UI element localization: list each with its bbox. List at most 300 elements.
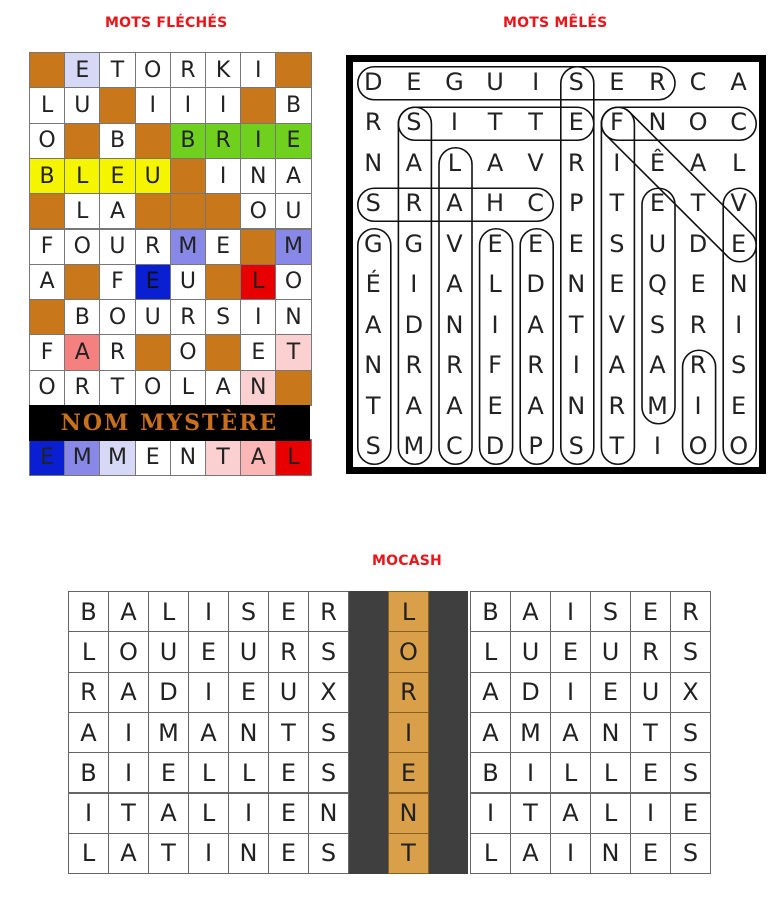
mocash-right-cell[interactable]: I (470, 793, 511, 834)
meles-letter[interactable]: S (649, 310, 666, 339)
mocash-key-cell[interactable]: T (388, 833, 429, 874)
fleches-cell[interactable]: O (240, 193, 276, 229)
mocash-right-cell[interactable]: R (630, 631, 671, 672)
meles-letter[interactable]: E (609, 67, 625, 96)
meles-letter[interactable]: U (648, 229, 667, 258)
fleches-cell[interactable]: O (170, 334, 206, 370)
mocash-left-cell[interactable]: I (188, 833, 229, 874)
mocash-key-cell[interactable]: R (388, 672, 429, 713)
mystery-answer-cell[interactable]: L (275, 439, 311, 475)
meles-letter[interactable]: N (364, 148, 383, 177)
fleches-cell[interactable]: U (64, 87, 100, 123)
mots-meles-highlights (353, 62, 759, 467)
meles-letter[interactable]: E (568, 108, 584, 137)
meles-letter[interactable]: V (446, 229, 463, 258)
fleches-black-cell[interactable] (135, 193, 171, 229)
mocash-right-cell[interactable]: E (590, 672, 631, 713)
fleches-cell[interactable]: A (64, 334, 100, 370)
fleches-cell[interactable]: I (135, 87, 171, 123)
meles-letter[interactable]: C (730, 108, 748, 137)
fleches-cell[interactable]: L (64, 193, 100, 229)
fleches-cell[interactable]: F (29, 229, 65, 265)
meles-letter[interactable]: A (405, 391, 423, 420)
mocash-left-cell[interactable]: N (228, 833, 269, 874)
mocash-left-cell[interactable]: S (308, 631, 349, 672)
mocash-right-cell[interactable]: E (630, 752, 671, 793)
meles-letter[interactable]: R (364, 108, 382, 137)
meles-letter[interactable]: E (690, 270, 706, 299)
mocash-left-cell[interactable]: N (228, 712, 269, 753)
mocash-left-cell[interactable]: R (308, 591, 349, 632)
meles-letter[interactable]: A (608, 351, 626, 380)
meles-letter[interactable]: D (364, 67, 383, 96)
mystery-answer-cell[interactable]: T (205, 439, 241, 475)
fleches-cell[interactable]: L (240, 264, 276, 300)
meles-letter[interactable]: E (406, 67, 422, 96)
meles-letter[interactable]: M (403, 432, 425, 461)
mocash-left-cell[interactable]: L (228, 752, 269, 793)
mocash-left-cell[interactable]: E (188, 631, 229, 672)
meles-letter[interactable]: R (405, 189, 423, 218)
meles-letter[interactable]: T (487, 108, 503, 137)
meles-letter[interactable]: A (446, 270, 463, 299)
fleches-cell[interactable]: A (275, 158, 311, 194)
mocash-key-cell[interactable]: O (388, 631, 429, 672)
fleches-black-cell[interactable] (29, 193, 65, 229)
mocash-left-cell[interactable]: S (308, 833, 349, 874)
meles-word-highlight (480, 229, 513, 465)
mocash-left-cell[interactable]: I (188, 591, 229, 632)
meles-letter[interactable]: V (608, 310, 626, 339)
fleches-cell[interactable]: E (135, 264, 171, 300)
mocash-left-cell[interactable]: S (228, 591, 269, 632)
meles-letter[interactable]: I (410, 270, 418, 299)
fleches-black-cell[interactable] (275, 52, 311, 88)
meles-letter[interactable]: M (647, 391, 668, 420)
fleches-cell[interactable]: L (29, 87, 65, 123)
fleches-black-cell[interactable] (135, 334, 171, 370)
fleches-cell[interactable]: E (99, 158, 135, 194)
meles-letter[interactable]: A (446, 391, 463, 420)
mocash-left-cell[interactable]: E (268, 833, 309, 874)
mocash-left-cell[interactable]: R (68, 672, 109, 713)
meles-letter[interactable]: A (689, 148, 707, 177)
meles-letter[interactable]: R (567, 148, 585, 177)
meles-letter[interactable]: Ê (649, 148, 666, 177)
mocash-right-cell[interactable]: S (670, 631, 711, 672)
mocash-right-cell[interactable]: N (590, 833, 631, 874)
fleches-cell[interactable]: A (29, 264, 65, 300)
meles-letter[interactable]: I (532, 67, 540, 96)
mocash-left-cell[interactable]: I (68, 793, 109, 834)
fleches-cell[interactable]: B (29, 158, 65, 194)
meles-word-highlight (358, 188, 553, 221)
meles-letter[interactable]: N (567, 270, 586, 299)
meles-letter[interactable]: C (527, 189, 545, 218)
fleches-cell[interactable]: E (205, 229, 241, 265)
mocash-left-cell[interactable]: B (68, 591, 109, 632)
mocash-left-cell[interactable]: A (68, 712, 109, 753)
mocash-right-cell[interactable]: R (670, 591, 711, 632)
meles-letter[interactable]: E (731, 229, 747, 258)
meles-letter[interactable]: P (569, 189, 584, 218)
fleches-cell[interactable]: I (240, 299, 276, 335)
mocash-left-cell[interactable]: L (68, 631, 109, 672)
mocash-right-cell[interactable]: D (510, 672, 551, 713)
mocash-left-cell[interactable]: T (108, 793, 149, 834)
mocash-right-cell[interactable]: U (590, 631, 631, 672)
mocash-right-cell[interactable]: I (550, 672, 591, 713)
fleches-black-cell[interactable] (135, 123, 171, 159)
meles-letter[interactable]: R (608, 391, 626, 420)
mocash-right-cell[interactable]: E (670, 793, 711, 834)
meles-letter[interactable]: S (568, 432, 584, 461)
fleches-cell[interactable]: M (275, 229, 311, 265)
mocash-left-cell[interactable]: D (148, 672, 189, 713)
fleches-cell[interactable]: N (240, 370, 276, 406)
fleches-cell[interactable]: M (170, 229, 206, 265)
meles-letter[interactable]: E (487, 391, 503, 420)
mocash-right-cell[interactable]: E (630, 591, 671, 632)
meles-letter[interactable]: G (445, 67, 464, 96)
meles-letter[interactable]: I (491, 310, 499, 339)
fleches-cell[interactable]: A (99, 193, 135, 229)
mocash-left-cell[interactable]: L (148, 591, 189, 632)
meles-letter[interactable]: S (731, 351, 747, 380)
fleches-cell[interactable]: O (99, 299, 135, 335)
mocash-right-cell[interactable]: X (670, 672, 711, 713)
mots-meles-grid (346, 55, 766, 474)
mocash-right-cell[interactable]: S (670, 712, 711, 753)
mocash-right-cell[interactable]: I (510, 752, 551, 793)
meles-letter[interactable]: E (609, 270, 625, 299)
mocash-right-cell[interactable]: A (550, 712, 591, 753)
fleches-black-cell[interactable] (205, 264, 241, 300)
mocash-title: MOCASH (372, 553, 442, 569)
mocash-right-cell[interactable]: S (670, 833, 711, 874)
fleches-cell[interactable]: R (99, 334, 135, 370)
meles-letter[interactable]: I (653, 432, 661, 461)
meles-letter[interactable]: R (405, 351, 423, 380)
mocash-right-cell[interactable]: S (590, 591, 631, 632)
meles-word-highlight (520, 229, 553, 465)
meles-letter[interactable]: R (689, 310, 707, 339)
meles-word-highlight (723, 188, 756, 464)
meles-letter[interactable]: G (363, 229, 383, 258)
fleches-cell[interactable]: U (135, 158, 171, 194)
fleches-cell[interactable]: I (170, 87, 206, 123)
meles-letter[interactable]: L (488, 270, 502, 299)
fleches-cell[interactable]: N (275, 299, 311, 335)
meles-letter[interactable]: O (688, 108, 708, 137)
mocash-left-cell[interactable]: N (308, 793, 349, 834)
meles-letter[interactable]: T (609, 189, 625, 218)
mocash-right-cell[interactable]: A (470, 712, 511, 753)
mocash-right-cell[interactable]: M (510, 712, 551, 753)
meles-letter[interactable]: T (690, 189, 706, 218)
fleches-cell[interactable]: L (170, 370, 206, 406)
fleches-cell[interactable]: I (240, 123, 276, 159)
fleches-cell[interactable]: O (135, 370, 171, 406)
meles-letter[interactable]: V (730, 189, 747, 218)
meles-letter[interactable]: A (365, 310, 382, 339)
mocash-right-cell[interactable]: L (590, 752, 631, 793)
mocash-left-cell[interactable]: A (108, 672, 149, 713)
meles-letter[interactable]: N (648, 108, 667, 137)
fleches-cell[interactable]: O (29, 123, 65, 159)
mocash-right-cell[interactable]: A (510, 833, 551, 874)
fleches-cell[interactable]: F (29, 334, 65, 370)
fleches-cell[interactable]: F (99, 264, 135, 300)
meles-letter[interactable]: D (688, 229, 708, 258)
mocash-left-cell[interactable]: L (68, 833, 109, 874)
fleches-black-cell[interactable] (29, 52, 65, 88)
mocash-right-cell[interactable]: A (550, 793, 591, 834)
mocash-left-cell[interactable]: E (228, 672, 269, 713)
mocash-left-cell[interactable]: E (148, 752, 189, 793)
mocash-left-cell[interactable]: S (308, 712, 349, 753)
mocash-right-cell[interactable]: I (550, 591, 591, 632)
mocash-right-cell[interactable]: U (630, 672, 671, 713)
fleches-cell[interactable]: U (135, 299, 171, 335)
fleches-cell[interactable]: B (64, 299, 100, 335)
meles-letter[interactable]: T (365, 391, 381, 420)
mocash-right-cell[interactable]: T (510, 793, 551, 834)
mocash-right-cell[interactable]: B (470, 591, 511, 632)
mocash-key-cell[interactable]: E (388, 752, 429, 793)
mocash-right-cell[interactable]: U (510, 631, 551, 672)
meles-word-highlight (601, 107, 756, 140)
fleches-cell[interactable]: B (99, 123, 135, 159)
meles-letter[interactable]: N (567, 391, 586, 420)
mocash-left-cell[interactable]: B (68, 752, 109, 793)
fleches-cell[interactable]: T (275, 334, 311, 370)
meles-letter[interactable]: I (694, 391, 702, 420)
meles-letter[interactable]: L (731, 148, 746, 177)
fleches-cell[interactable]: S (205, 299, 241, 335)
fleches-black-cell[interactable] (240, 87, 276, 123)
meles-letter[interactable]: F (488, 351, 502, 380)
meles-letter[interactable]: F (609, 108, 624, 137)
meles-letter[interactable]: R (689, 351, 707, 380)
meles-letter[interactable]: A (527, 391, 544, 420)
mocash-left-cell[interactable]: T (268, 712, 309, 753)
fleches-cell[interactable]: I (205, 87, 241, 123)
meles-letter[interactable]: D (485, 432, 505, 461)
mocash-right-cell[interactable]: L (470, 833, 511, 874)
meles-letter[interactable]: A (405, 148, 423, 177)
fleches-cell[interactable]: E (64, 52, 100, 88)
mocash-right-cell[interactable]: E (630, 833, 671, 874)
mocash-left-cell[interactable]: A (108, 591, 149, 632)
fleches-black-cell[interactable] (205, 334, 241, 370)
meles-word-highlight (398, 107, 431, 464)
mocash-left-cell[interactable]: A (148, 793, 189, 834)
meles-letter[interactable]: R (527, 351, 544, 380)
mocash-right-cell[interactable]: A (470, 672, 511, 713)
meles-letter[interactable]: V (527, 148, 544, 177)
meles-letter[interactable]: C (446, 432, 463, 461)
meles-letter[interactable]: L (447, 148, 462, 177)
meles-letter[interactable]: H (486, 189, 505, 218)
meles-letter[interactable]: I (572, 351, 580, 380)
fleches-black-cell[interactable] (170, 158, 206, 194)
mystery-answer-cell[interactable]: A (240, 439, 276, 475)
meles-letter[interactable]: S (568, 67, 584, 96)
meles-letter[interactable]: P (528, 432, 543, 461)
mocash-right-cell[interactable]: L (470, 631, 511, 672)
mocash-left-cell[interactable]: A (108, 833, 149, 874)
fleches-black-cell[interactable] (170, 193, 206, 229)
meles-letter[interactable]: O (688, 432, 708, 461)
mocash-left-cell[interactable]: I (108, 712, 149, 753)
meles-letter[interactable]: E (649, 189, 666, 218)
meles-word-highlight (595, 100, 759, 268)
meles-letter[interactable]: E (568, 229, 584, 258)
meles-letter[interactable]: T (528, 108, 543, 137)
mocash-key-cell[interactable]: L (388, 591, 429, 632)
fleches-black-cell[interactable] (205, 193, 241, 229)
meles-letter[interactable]: É (365, 270, 381, 299)
mocash-right-cell[interactable]: A (510, 591, 551, 632)
meles-letter[interactable]: C (689, 67, 707, 96)
fleches-black-cell[interactable] (29, 299, 65, 335)
mocash-right-cell[interactable]: L (590, 793, 631, 834)
meles-letter[interactable]: A (446, 189, 463, 218)
fleches-cell[interactable]: N (240, 158, 276, 194)
meles-word-highlight (439, 148, 472, 465)
mystery-answer-cell[interactable]: M (99, 439, 135, 475)
meles-letter[interactable]: O (729, 432, 749, 461)
meles-letter[interactable]: E (731, 391, 747, 420)
meles-letter[interactable]: E (528, 229, 544, 258)
meles-letter[interactable]: D (526, 270, 545, 299)
fleches-cell[interactable]: I (205, 158, 241, 194)
fleches-cell[interactable]: A (205, 370, 241, 406)
mocash-right-cell[interactable]: I (630, 793, 671, 834)
mocash-right-cell[interactable]: E (550, 631, 591, 672)
mocash-right-cell[interactable]: L (550, 752, 591, 793)
mocash-left-cell[interactable]: O (108, 631, 149, 672)
mocash-left-cell[interactable]: I (188, 672, 229, 713)
mocash-left-cell[interactable]: I (228, 793, 269, 834)
fleches-cell[interactable]: U (170, 264, 206, 300)
fleches-cell[interactable]: R (170, 299, 206, 335)
fleches-cell[interactable]: E (240, 334, 276, 370)
meles-letter[interactable]: E (487, 229, 503, 258)
mocash-left-cell[interactable]: A (188, 712, 229, 753)
fleches-black-cell[interactable] (99, 87, 135, 123)
mocash-left-cell[interactable]: M (148, 712, 189, 753)
fleches-cell[interactable]: L (64, 158, 100, 194)
meles-letter[interactable]: T (609, 432, 625, 461)
meles-letter[interactable]: R (649, 67, 666, 96)
fleches-cell[interactable]: R (135, 229, 171, 265)
meles-letter[interactable]: A (527, 310, 544, 339)
fleches-cell[interactable]: O (64, 229, 100, 265)
meles-letter[interactable]: I (613, 148, 621, 177)
meles-letter[interactable]: N (729, 270, 748, 299)
meles-letter[interactable]: N (445, 310, 464, 339)
mocash-key-cell[interactable]: I (388, 712, 429, 753)
mocash-left-cell[interactable]: L (188, 793, 229, 834)
fleches-cell[interactable]: O (275, 264, 311, 300)
meles-letter[interactable]: I (735, 310, 743, 339)
mocash-right-cell[interactable]: I (550, 833, 591, 874)
mots-meles-title: MOTS MÊLÉS (503, 15, 608, 31)
meles-word-highlight (358, 67, 675, 100)
meles-letter[interactable]: S (365, 432, 381, 461)
meles-letter[interactable]: I (450, 108, 458, 137)
fleches-black-cell[interactable] (64, 123, 100, 159)
meles-letter[interactable]: N (364, 351, 383, 380)
fleches-cell[interactable]: E (275, 123, 311, 159)
mocash-left-cell[interactable]: E (268, 752, 309, 793)
fleches-cell[interactable]: I (240, 52, 276, 88)
mocash-right-cell[interactable]: N (590, 712, 631, 753)
mocash-left-cell[interactable]: U (228, 631, 269, 672)
meles-letter[interactable]: S (609, 229, 625, 258)
meles-letter[interactable]: D (404, 310, 424, 339)
mocash-right-cell[interactable]: T (630, 712, 671, 753)
fleches-cell[interactable]: R (205, 123, 241, 159)
mocash-left-cell[interactable]: E (268, 591, 309, 632)
fleches-cell[interactable]: B (275, 87, 311, 123)
mocash-left-cell[interactable]: U (268, 672, 309, 713)
mocash-left-cell[interactable]: X (308, 672, 349, 713)
meles-letter[interactable]: T (568, 310, 584, 339)
meles-letter[interactable]: U (486, 67, 504, 96)
meles-letter[interactable]: A (486, 148, 504, 177)
mocash-left-cell[interactable]: L (188, 752, 229, 793)
meles-letter[interactable]: A (730, 67, 747, 96)
meles-letter[interactable]: R (446, 351, 463, 380)
mystery-answer-cell[interactable]: N (170, 439, 206, 475)
fleches-cell[interactable]: K (205, 52, 241, 88)
fleches-cell[interactable]: U (275, 193, 311, 229)
meles-letter[interactable]: G (404, 229, 424, 258)
mocash-right-cell[interactable]: S (670, 752, 711, 793)
mocash-left-cell[interactable]: T (148, 833, 189, 874)
fleches-cell[interactable]: R (64, 370, 100, 406)
fleches-cell[interactable]: O (135, 52, 171, 88)
fleches-cell[interactable]: T (99, 52, 135, 88)
meles-letter[interactable]: Q (647, 270, 667, 299)
fleches-black-cell[interactable] (64, 264, 100, 300)
fleches-cell[interactable]: U (99, 229, 135, 265)
meles-letter[interactable]: A (649, 351, 666, 380)
mystery-answer-cell[interactable]: E (29, 439, 65, 475)
meles-letter[interactable]: S (406, 108, 422, 137)
mocash-left-cell[interactable]: U (148, 631, 189, 672)
mocash-left-cell[interactable]: I (108, 752, 149, 793)
mocash-right-cell[interactable]: B (470, 752, 511, 793)
fleches-cell[interactable]: B (170, 123, 206, 159)
fleches-black-cell[interactable] (275, 370, 311, 406)
mystery-answer-cell[interactable]: M (64, 439, 100, 475)
mocash-left-cell[interactable]: S (308, 752, 349, 793)
fleches-black-cell[interactable] (240, 229, 276, 265)
mystery-answer-cell[interactable]: E (135, 439, 171, 475)
mocash-left-cell[interactable]: R (268, 631, 309, 672)
mocash-left-cell[interactable]: E (268, 793, 309, 834)
mocash-grid (68, 591, 714, 875)
mocash-key-cell[interactable]: N (388, 793, 429, 834)
meles-letter[interactable]: S (365, 189, 381, 218)
fleches-cell[interactable]: O (29, 370, 65, 406)
fleches-cell[interactable]: R (170, 52, 206, 88)
fleches-cell[interactable]: T (99, 370, 135, 406)
